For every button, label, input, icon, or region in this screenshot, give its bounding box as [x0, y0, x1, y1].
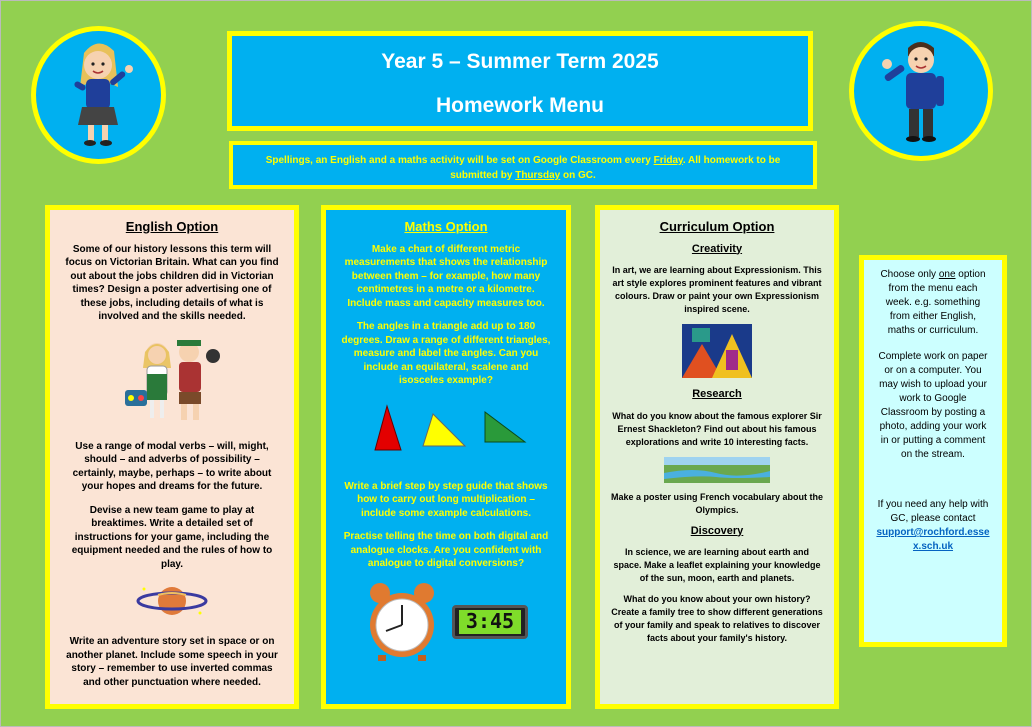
maths-task-4: Practise telling the time on both digital and analogue clocks. Are you confident with analogue to digital conversions?	[343, 531, 549, 569]
research-text-2: Make a poster using French vocabulary about the Olympics.	[610, 491, 824, 515]
maths-option-panel	[321, 205, 571, 709]
guidance-choose	[876, 268, 990, 338]
curriculum-option-panel	[595, 205, 839, 709]
discovery-text-1: In science, we are learning about earth and space. Make a leaflet explaining your knowledge of the sun, moon, earth and planets.	[613, 547, 821, 583]
discovery-heading: Discovery	[690, 524, 744, 537]
digital-clock-time: 3:45	[459, 610, 521, 634]
maths-task-1: Make a chart of different metric measurements that shows the relationship between them – for example, how many centimetres in a metre or a kilometre. Include mass and capacity measures too.	[344, 243, 548, 309]
english-task-2: Use a range of modal verbs – will, might, should – and adverbs of possibility – certainly, maybe, perhaps – to write about your hopes and dreams for the future.	[72, 440, 272, 492]
digital-clock	[452, 605, 528, 639]
guidance-panel	[859, 255, 1007, 647]
planet-image	[136, 581, 208, 621]
triangles-image	[361, 398, 531, 458]
english-option-panel	[45, 205, 299, 709]
notice-text: . All homework to be submitted by	[450, 155, 781, 181]
notice-day-set: Friday	[653, 155, 683, 166]
boy-avatar	[849, 21, 993, 161]
english-task-1: Some of our history lessons this term will focus on Victorian Britain. What can you find out about the jobs children did in Victorian times? Design a poster advertising one of these jobs, including details of what is involved and the skills needed.	[65, 243, 279, 322]
english-task-4: Write an adventure story set in space or on another planet. Include some speech in your story – remember to use inverted commas and other punctuation where needed.	[66, 636, 278, 688]
maths-heading: Maths Option	[404, 219, 488, 234]
guidance-text: option from the menu each week. e.g. something from either English, maths or curriculum.	[885, 269, 986, 336]
support-email-link[interactable]: support@rochford.essex.sch.uk	[876, 527, 990, 552]
notice-day-due: Thursday	[515, 170, 561, 181]
page-subtitle: Homework Menu	[435, 94, 605, 117]
guidance-emphasis: one	[938, 269, 956, 280]
title-banner	[227, 31, 813, 131]
english-heading: English Option	[125, 219, 219, 234]
research-text-1: What do you know about the famous explorer Sir Ernest Shackleton? Find out about his famous explorations and write 10 interesting facts.	[612, 410, 822, 447]
victorian-children-image	[117, 334, 227, 426]
notice-text: on GC.	[560, 170, 596, 181]
homework-notice	[229, 141, 817, 189]
page-title: Year 5 – Summer Term 2025	[381, 50, 659, 73]
english-task-3: Devise a new team game to play at breaktimes. Write a detailed set of instructions for your game, including the equipment needed and the rules of how to play.	[71, 504, 273, 570]
guidance-text: Choose only	[880, 269, 939, 280]
research-heading: Research	[692, 388, 742, 400]
expressionism-painting-image	[682, 324, 752, 378]
guidance-submit: Complete work on paper or on a computer. You may wish to upload your work to Google Classroom by posting a photo, adding your work in or putting a comment on the stream.	[878, 351, 988, 460]
creativity-text: In art, we are learning about Expressionism. This art style explores prominent features and vibrant colours. Draw or paint your own Expressionism inspired scene.	[612, 265, 822, 314]
alarm-clock-icon	[364, 581, 440, 663]
curriculum-heading: Curriculum Option	[659, 219, 775, 234]
guidance-help: If you need any help with GC, please contact	[877, 499, 989, 524]
maths-task-2: The angles in a triangle add up to 180 degrees. Draw a range of different triangles, measure and label the angles. Can you include an equilateral, scalene and isosceles example?	[341, 321, 551, 386]
discovery-text-2: What do you know about your own history? Create a family tree to show different generations of your family and speak to relatives to discover facts about your family's history.	[611, 594, 823, 643]
creativity-heading: Creativity	[691, 242, 743, 255]
girl-avatar	[31, 26, 166, 164]
landscape-image	[664, 457, 770, 483]
maths-task-3: Write a brief step by step guide that shows how to carry out long multiplication – include some example calculations.	[344, 480, 548, 519]
notice-text: Spellings, an English and a maths activity will be set on Google Classroom every	[265, 155, 654, 166]
